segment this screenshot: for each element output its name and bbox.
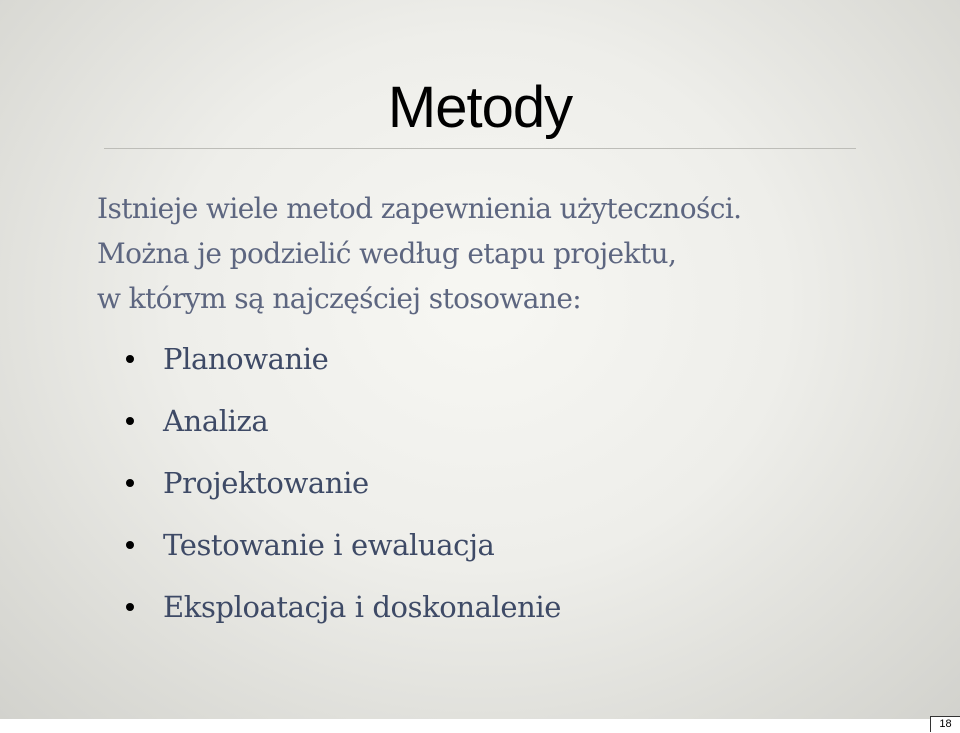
page-number: 18 [930, 716, 960, 732]
bullet-text: Planowanie [163, 342, 329, 376]
title-divider [104, 148, 856, 149]
bullet-dot-icon [126, 479, 134, 487]
bullet-dot-icon [126, 417, 134, 425]
bullet-dot-icon [126, 541, 134, 549]
intro-paragraph [97, 186, 897, 321]
bullet-text: Eksploatacja i doskonalenie [163, 590, 562, 624]
bullet-text: Testowanie i ewaluacja [163, 528, 495, 562]
bullet-text: Analiza [163, 404, 269, 438]
slide-title: Metody [387, 75, 573, 140]
intro-line: Można je podzielić według etapu projektu, [97, 237, 677, 270]
intro-line: Istnieje wiele metod zapewnienia użyteczności. [97, 192, 742, 225]
page-footer [0, 719, 960, 733]
bullet-dot-icon [126, 603, 134, 611]
bullet-text: Projektowanie [163, 466, 369, 500]
intro-line: w którym są najczęściej stosowane: [97, 282, 582, 315]
bullet-dot-icon [126, 355, 134, 363]
